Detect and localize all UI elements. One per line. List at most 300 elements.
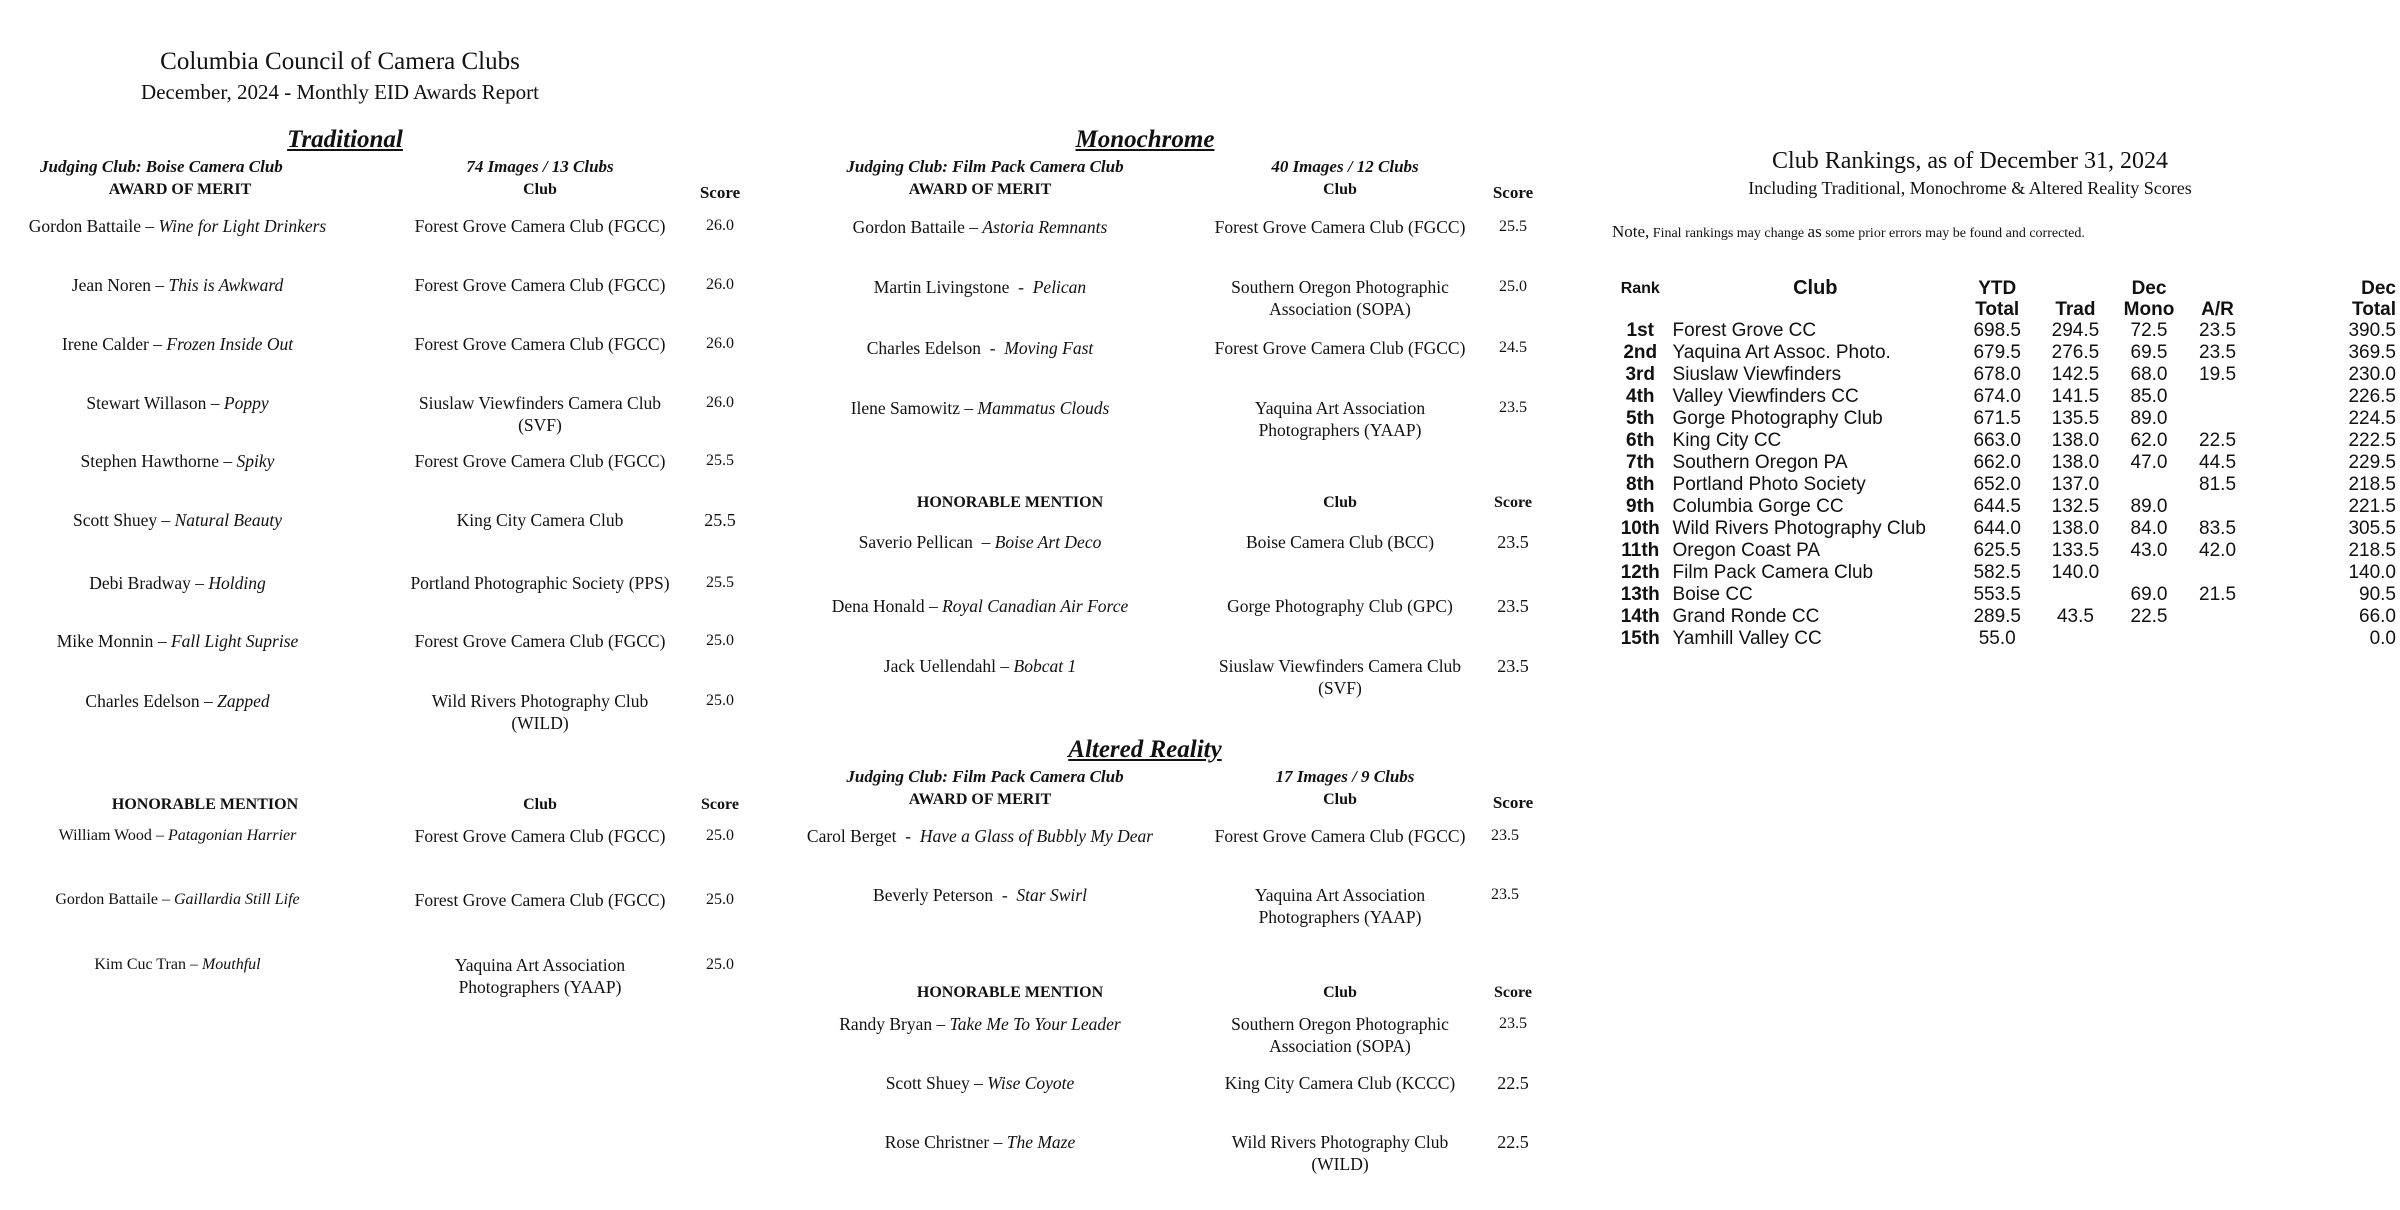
- row-mono: 47.0: [2130, 452, 2168, 473]
- entry-author: Charles Edelson: [85, 691, 200, 711]
- entry-separator: –: [960, 398, 978, 418]
- row-dec-total: 226.5: [2348, 386, 2396, 407]
- monochrome-club-label: Club: [1323, 181, 1357, 198]
- entry-title: Astoria Remnants: [982, 217, 1108, 237]
- altered-title: Altered Reality: [1068, 736, 1222, 763]
- entry-club: Wild Rivers Photography Club (WILD): [1231, 1132, 1449, 1174]
- entry-score: 22.5: [1497, 1132, 1529, 1152]
- rankings-row: [1608, 540, 2400, 562]
- entry-title: Mouthful: [201, 956, 261, 973]
- entry-separator: –: [150, 275, 169, 295]
- row-mono: 62.0: [2130, 430, 2168, 451]
- entry-author-title: [0, 889, 355, 911]
- entry-separator: –: [148, 334, 167, 354]
- row-trad: 135.5: [2051, 408, 2100, 429]
- entry-title: This is Awkward: [168, 275, 284, 295]
- entry-club: Boise Camera Club (BCC): [1245, 532, 1435, 552]
- rankings-row: [1608, 562, 2400, 584]
- entry-author-title: [800, 397, 1160, 419]
- entry-score: 22.5: [1497, 1073, 1529, 1093]
- row-trad: 138.0: [2051, 452, 2100, 473]
- traditional-title: Traditional: [287, 126, 403, 153]
- col-mono-header: [2115, 278, 2184, 320]
- entry-score: 23.5: [1497, 532, 1529, 552]
- rankings-row: [1608, 386, 2400, 408]
- entry-author: Gordon Battaile: [852, 217, 965, 237]
- col-ar-header-text: A/R: [2201, 299, 2234, 320]
- entry-club: Forest Grove Camera Club (FGCC): [414, 631, 666, 651]
- entry-author: Scott Shuey: [885, 1073, 970, 1093]
- rankings-row: [1608, 628, 2400, 650]
- row-dec-total: 222.5: [2348, 430, 2396, 451]
- altered-score-label: Score: [1492, 793, 1534, 812]
- row-mono: [2115, 562, 2184, 584]
- row-trad: [2036, 584, 2114, 606]
- monochrome-hm-score-label: Score: [1494, 494, 1532, 511]
- traditional-hm-label: HONORABLE MENTION: [111, 796, 299, 813]
- row-club: Yamhill Valley CC: [1672, 628, 1822, 649]
- row-dec-total: 218.5: [2348, 540, 2396, 561]
- entry-author: Ilene Samowitz: [850, 398, 961, 418]
- row-ytd-total: 644.0: [1973, 518, 2021, 539]
- row-club: Oregon Coast PA: [1672, 540, 1821, 561]
- row-ytd-total: 662.0: [1973, 452, 2021, 473]
- entry-score: 25.5: [704, 510, 736, 530]
- row-rank: 15th: [1620, 628, 1660, 649]
- entry-title: Patagonian Harrier: [167, 827, 297, 844]
- row-dec-total: 390.5: [2348, 320, 2396, 341]
- entry-title: Natural Beauty: [174, 510, 283, 530]
- row-ytd-total: 652.0: [1973, 474, 2021, 495]
- entry-score: 23.5: [1499, 1015, 1527, 1032]
- row-ar: [2183, 408, 2251, 430]
- row-rank: 10th: [1620, 518, 1660, 539]
- row-dec-total: 66.0: [2359, 606, 2396, 627]
- rankings-row: [1608, 606, 2400, 628]
- traditional-score-label: Score: [699, 183, 741, 202]
- col-total-header: [2252, 278, 2400, 320]
- monochrome-title: Monochrome: [1075, 126, 1215, 153]
- row-ytd-total: 674.0: [1973, 386, 2021, 407]
- row-trad: 142.5: [2051, 364, 2100, 385]
- row-club: Columbia Gorge CC: [1672, 496, 1844, 517]
- entry-club: Southern Oregon Photographic Association (SOPA): [1231, 1014, 1449, 1056]
- rankings-row: [1608, 408, 2400, 430]
- rankings-row: [1608, 584, 2400, 606]
- entry-author-title: [0, 450, 355, 472]
- row-club: Portland Photo Society: [1672, 474, 1866, 495]
- entry-title: The Maze: [1006, 1132, 1076, 1152]
- entry-score: 24.5: [1499, 339, 1527, 356]
- entry-author: Martin Livingstone: [873, 277, 1010, 297]
- entry-title: Fall Light Suprise: [170, 631, 299, 651]
- entry-separator: –: [199, 691, 218, 711]
- entry-author: Rose Christner: [884, 1132, 990, 1152]
- entry-author: Jean Noren: [71, 275, 151, 295]
- row-rank: 14th: [1620, 606, 1660, 627]
- entry-separator: –: [964, 217, 983, 237]
- entry-author: Jack Uellendahl: [883, 656, 997, 676]
- entry-club: Siuslaw Viewfinders Camera Club (SVF): [1218, 656, 1462, 698]
- entry-author: Gordon Battaile: [28, 216, 142, 236]
- entry-author-title: [0, 333, 355, 355]
- rankings-table: [1608, 278, 2400, 650]
- row-ytd-total: 679.5: [1973, 342, 2021, 363]
- row-club: Valley Viewfinders CC: [1672, 386, 1859, 407]
- row-club: Southern Oregon PA: [1672, 452, 1848, 473]
- entry-score: 25.0: [1499, 278, 1527, 295]
- entry-score: 26.0: [706, 276, 734, 293]
- col-mono-header-2: Mono: [2123, 299, 2175, 320]
- entry-title: Bobcat 1: [1013, 656, 1077, 676]
- entry-title: Gaillardia Still Life: [174, 891, 300, 908]
- monochrome-hm-label: HONORABLE MENTION: [916, 494, 1104, 511]
- row-rank: 8th: [1626, 474, 1655, 495]
- entry-author-title: [0, 274, 355, 296]
- altered-merit-label: AWARD OF MERIT: [908, 791, 1052, 808]
- row-dec-total: 218.5: [2348, 474, 2396, 495]
- row-mono: 85.0: [2130, 386, 2168, 407]
- rankings-header-row: [1608, 278, 2400, 320]
- row-trad: 294.5: [2051, 320, 2100, 341]
- entry-title: Wine for Light Drinkers: [158, 216, 327, 236]
- traditional-count: 74 Images / 13 Clubs: [466, 157, 614, 176]
- row-ytd-total: 55.0: [1978, 628, 2016, 649]
- traditional-club-label: Club: [523, 181, 557, 198]
- entry-club: Forest Grove Camera Club (FGCC): [414, 826, 666, 846]
- row-rank: 11th: [1621, 540, 1660, 561]
- row-ytd-total: 698.5: [1973, 320, 2021, 341]
- row-ar: [2183, 628, 2251, 650]
- entry-title: Zapped: [217, 691, 270, 711]
- rankings-row: [1608, 474, 2400, 496]
- entry-author: Saverio Pellican: [858, 532, 973, 552]
- entry-author-title: [800, 337, 1160, 359]
- altered-club-label: Club: [1323, 791, 1357, 808]
- traditional-hm-club-label: Club: [523, 796, 557, 813]
- entry-score: 26.0: [706, 394, 734, 411]
- rankings-row: [1608, 320, 2400, 342]
- row-ytd-total: 625.5: [1973, 540, 2021, 561]
- entry-title: Frozen Inside Out: [166, 334, 294, 354]
- entry-title: Take Me To Your Leader: [949, 1014, 1121, 1034]
- entry-club: Gorge Photography Club (GPC): [1227, 596, 1453, 616]
- entry-title: Star Swirl: [1016, 885, 1087, 905]
- row-dec-total: 90.5: [2359, 584, 2396, 605]
- entry-score: 25.0: [706, 956, 734, 973]
- row-ytd-total: 582.5: [1973, 562, 2021, 583]
- entry-author: Scott Shuey: [72, 510, 158, 530]
- rankings-row: [1608, 518, 2400, 540]
- entry-author-title: [800, 531, 1160, 553]
- entry-separator: –: [972, 532, 995, 552]
- entry-title: Have a Glass of Bubbly My Dear: [919, 826, 1154, 846]
- entry-author: Carol Berget: [806, 826, 897, 846]
- entry-club: Forest Grove Camera Club (FGCC): [414, 275, 666, 295]
- row-club: Gorge Photography Club: [1672, 408, 1883, 429]
- row-rank: 6th: [1626, 430, 1655, 451]
- entry-club: Forest Grove Camera Club (FGCC): [1214, 338, 1466, 358]
- report-title: Columbia Council of Camera Clubs: [160, 48, 520, 75]
- entry-separator: –: [141, 216, 159, 236]
- entry-title: Moving Fast: [1004, 338, 1094, 358]
- row-club: King City CC: [1672, 430, 1782, 451]
- entry-author: Gordon Battaile: [55, 891, 158, 908]
- row-trad: 141.5: [2051, 386, 2100, 407]
- entry-author-title: [0, 690, 355, 712]
- row-club: Boise CC: [1672, 584, 1753, 605]
- row-rank: 3rd: [1625, 364, 1656, 385]
- altered-judging: Judging Club: Film Pack Camera Club: [846, 767, 1124, 786]
- row-dec-total: 221.5: [2348, 496, 2396, 517]
- row-ar: 81.5: [2199, 474, 2237, 495]
- row-mono: 72.5: [2130, 320, 2168, 341]
- col-trad-header: [2036, 278, 2114, 320]
- row-rank: 2nd: [1623, 342, 1658, 363]
- entry-title: Royal Canadian Air Force: [942, 596, 1129, 616]
- row-mono: 84.0: [2130, 518, 2168, 539]
- note-as: as: [1807, 222, 1822, 241]
- entry-author-title: [0, 630, 355, 652]
- col-rank-header: Rank: [1620, 280, 1660, 297]
- entry-author-title: [800, 276, 1160, 298]
- row-mono: [2115, 474, 2184, 496]
- row-mono: 89.0: [2130, 496, 2168, 517]
- entry-score: 23.5: [1491, 886, 1519, 903]
- note-part-b: some prior errors may be found and corrected.: [1821, 226, 2085, 241]
- row-club: Siuslaw Viewfinders: [1672, 364, 1842, 385]
- entry-author-title: [0, 825, 355, 847]
- row-dec-total: 0.0: [2369, 628, 2396, 649]
- row-trad: 133.5: [2051, 540, 2100, 561]
- altered-count: 17 Images / 9 Clubs: [1275, 767, 1415, 786]
- col-mono-header-1: Dec: [2131, 278, 2167, 299]
- row-ytd-total: 553.5: [1973, 584, 2021, 605]
- row-mono: 69.0: [2130, 584, 2168, 605]
- entry-separator: –: [157, 510, 175, 530]
- entry-author-title: [800, 1013, 1160, 1035]
- entry-separator: -: [896, 826, 920, 846]
- altered-hm-score-label: Score: [1494, 984, 1532, 1001]
- row-ytd-total: 678.0: [1973, 364, 2021, 385]
- row-ytd-total: 644.5: [1973, 496, 2021, 517]
- entry-score: 25.0: [706, 891, 734, 908]
- monochrome-merit-label: AWARD OF MERIT: [908, 181, 1052, 198]
- row-trad: 137.0: [2051, 474, 2100, 495]
- row-ar: 42.0: [2199, 540, 2237, 561]
- entry-separator: –: [219, 451, 237, 471]
- row-dec-total: 305.5: [2348, 518, 2396, 539]
- row-trad: 140.0: [2051, 562, 2100, 583]
- col-ytd-header-1: YTD: [1978, 278, 2017, 299]
- entry-author: Charles Edelson: [866, 338, 981, 358]
- entry-score: 25.5: [706, 452, 734, 469]
- row-ar: [2183, 606, 2251, 628]
- altered-hm-label: HONORABLE MENTION: [916, 984, 1104, 1001]
- entry-author: Stewart Willason: [86, 393, 207, 413]
- entry-title: Spiky: [236, 451, 275, 471]
- entry-title: Wise Coyote: [987, 1073, 1075, 1093]
- entry-author: Irene Calder: [61, 334, 149, 354]
- entry-club: King City Camera Club (KCCC): [1224, 1073, 1456, 1093]
- row-ar: 23.5: [2199, 320, 2237, 341]
- entry-separator: –: [190, 573, 209, 593]
- row-trad: 276.5: [2051, 342, 2100, 363]
- report-subtitle: December, 2024 - Monthly EID Awards Report: [141, 80, 539, 104]
- col-club-header: Club: [1793, 277, 1838, 299]
- entry-separator: –: [158, 891, 174, 908]
- rankings-subtitle: Including Traditional, Monochrome & Altered Reality Scores: [1748, 178, 2192, 198]
- row-mono: 69.5: [2130, 342, 2168, 363]
- entry-separator: –: [989, 1132, 1007, 1152]
- entry-club: Yaquina Art Association Photographers (YAAP): [1254, 398, 1426, 440]
- entry-title: Pelican: [1032, 277, 1087, 297]
- entry-author-title: [780, 825, 1180, 847]
- row-club: Wild Rivers Photography Club: [1672, 518, 1926, 539]
- row-ar: [2183, 386, 2251, 408]
- entry-separator: –: [996, 656, 1014, 676]
- row-rank: 4th: [1626, 386, 1655, 407]
- entry-author: William Wood: [58, 827, 152, 844]
- entry-score: 26.0: [706, 217, 734, 234]
- rankings-row: [1608, 364, 2400, 386]
- entry-author-title: [0, 954, 355, 976]
- row-trad: 132.5: [2051, 496, 2100, 517]
- entry-score: 25.5: [706, 574, 734, 591]
- entry-club: Yaquina Art Association Photographers (YAAP): [454, 955, 626, 997]
- entry-title: Mammatus Clouds: [977, 398, 1110, 418]
- entry-separator: -: [980, 338, 1005, 358]
- row-club: Film Pack Camera Club: [1672, 562, 1874, 583]
- entry-score: 26.0: [706, 335, 734, 352]
- monochrome-count: 40 Images / 12 Clubs: [1271, 157, 1419, 176]
- rankings-note: [1612, 222, 2372, 242]
- entry-author: Beverly Peterson: [873, 885, 994, 905]
- entry-author: Randy Bryan: [839, 1014, 933, 1034]
- row-rank: 1st: [1626, 320, 1654, 341]
- rankings-row: [1608, 496, 2400, 518]
- entry-separator: –: [151, 827, 168, 844]
- row-ar: 83.5: [2199, 518, 2237, 539]
- entry-separator: –: [924, 596, 943, 616]
- entry-separator: –: [185, 956, 202, 973]
- entry-title: Boise Art Deco: [994, 532, 1102, 552]
- row-mono: 43.0: [2130, 540, 2168, 561]
- entry-club: Forest Grove Camera Club (FGCC): [1214, 826, 1466, 846]
- entry-separator: –: [206, 393, 224, 413]
- entry-separator: –: [932, 1014, 950, 1034]
- entry-club: Forest Grove Camera Club (FGCC): [414, 890, 666, 910]
- entry-score: 23.5: [1497, 596, 1529, 616]
- entry-separator: –: [969, 1073, 988, 1093]
- rankings-row: [1608, 342, 2400, 364]
- entry-separator: -: [1009, 277, 1033, 297]
- entry-author-title: [800, 655, 1160, 677]
- row-rank: 13th: [1620, 584, 1660, 605]
- entry-club: Yaquina Art Association Photographers (YAAP): [1254, 885, 1426, 927]
- row-dec-total: 369.5: [2348, 342, 2396, 363]
- row-trad: 43.5: [2056, 606, 2094, 627]
- row-dec-total: 229.5: [2348, 452, 2396, 473]
- entry-club: Forest Grove Camera Club (FGCC): [1214, 217, 1466, 237]
- row-ar: 44.5: [2199, 452, 2237, 473]
- entry-score: 25.0: [706, 632, 734, 649]
- entry-club: Siuslaw Viewfinders Camera Club (SVF): [418, 393, 662, 435]
- entry-author: Debi Bradway: [89, 573, 191, 593]
- col-total-header-1: Dec: [2361, 278, 2396, 299]
- entry-author: Mike Monnin: [56, 631, 154, 651]
- row-club: Grand Ronde CC: [1672, 606, 1820, 627]
- entry-title: Poppy: [223, 393, 269, 413]
- entry-score: 25.0: [706, 692, 734, 709]
- entry-club: Southern Oregon Photographic Association (SOPA): [1231, 277, 1449, 319]
- entry-title: Holding: [208, 573, 266, 593]
- entry-author-title: [780, 884, 1180, 906]
- entry-author: Dena Honald: [831, 596, 925, 616]
- row-dec-total: 140.0: [2348, 562, 2396, 583]
- entry-author-title: [800, 216, 1160, 238]
- entry-separator: -: [993, 885, 1017, 905]
- rankings-title: Club Rankings, as of December 31, 2024: [1772, 148, 2168, 174]
- row-rank: 9th: [1626, 496, 1655, 517]
- col-total-header-2: Total: [2352, 299, 2396, 320]
- row-ar: 19.5: [2199, 364, 2237, 385]
- row-ar: 22.5: [2199, 430, 2237, 451]
- col-ar-header: [2183, 278, 2251, 320]
- row-ar: 23.5: [2199, 342, 2237, 363]
- row-trad: 138.0: [2051, 430, 2100, 451]
- row-club: Forest Grove CC: [1672, 320, 1817, 341]
- row-mono: [2115, 628, 2184, 650]
- row-rank: 7th: [1626, 452, 1655, 473]
- col-trad-header-text: Trad: [2055, 299, 2096, 320]
- entry-score: 25.5: [1499, 218, 1527, 235]
- altered-hm-club-label: Club: [1323, 984, 1357, 1001]
- entry-author-title: [0, 215, 355, 237]
- row-dec-total: 230.0: [2348, 364, 2396, 385]
- row-ar: [2183, 562, 2251, 584]
- row-ytd-total: 663.0: [1973, 430, 2021, 451]
- row-rank: 12th: [1620, 562, 1660, 583]
- entry-club: Forest Grove Camera Club (FGCC): [414, 334, 666, 354]
- entry-author: Kim Cuc Tran: [94, 956, 186, 973]
- row-ar: 21.5: [2199, 584, 2237, 605]
- entry-author-title: [800, 595, 1160, 617]
- entry-club: Forest Grove Camera Club (FGCC): [414, 451, 666, 471]
- entry-club: King City Camera Club: [456, 510, 624, 530]
- entry-author-title: [800, 1072, 1160, 1094]
- entry-author-title: [0, 509, 355, 531]
- entry-club: Forest Grove Camera Club (FGCC): [414, 216, 666, 236]
- entry-score: 23.5: [1491, 827, 1519, 844]
- row-ar: [2183, 496, 2251, 518]
- entry-score: 23.5: [1497, 656, 1529, 676]
- monochrome-score-label: Score: [1492, 183, 1534, 202]
- row-rank: 5th: [1626, 408, 1655, 429]
- entry-author-title: [800, 1131, 1160, 1153]
- row-trad: [2036, 628, 2114, 650]
- rankings-row: [1608, 452, 2400, 474]
- note-lead: Note,: [1612, 222, 1650, 241]
- entry-author: Stephen Hawthorne: [80, 451, 220, 471]
- row-mono: 68.0: [2130, 364, 2168, 385]
- row-club: Yaquina Art Assoc. Photo.: [1672, 342, 1891, 363]
- entry-club: Portland Photographic Society (PPS): [410, 573, 670, 593]
- rankings-row: [1608, 430, 2400, 452]
- entry-author-title: [0, 392, 355, 414]
- row-ytd-total: 671.5: [1973, 408, 2021, 429]
- row-mono: 89.0: [2130, 408, 2168, 429]
